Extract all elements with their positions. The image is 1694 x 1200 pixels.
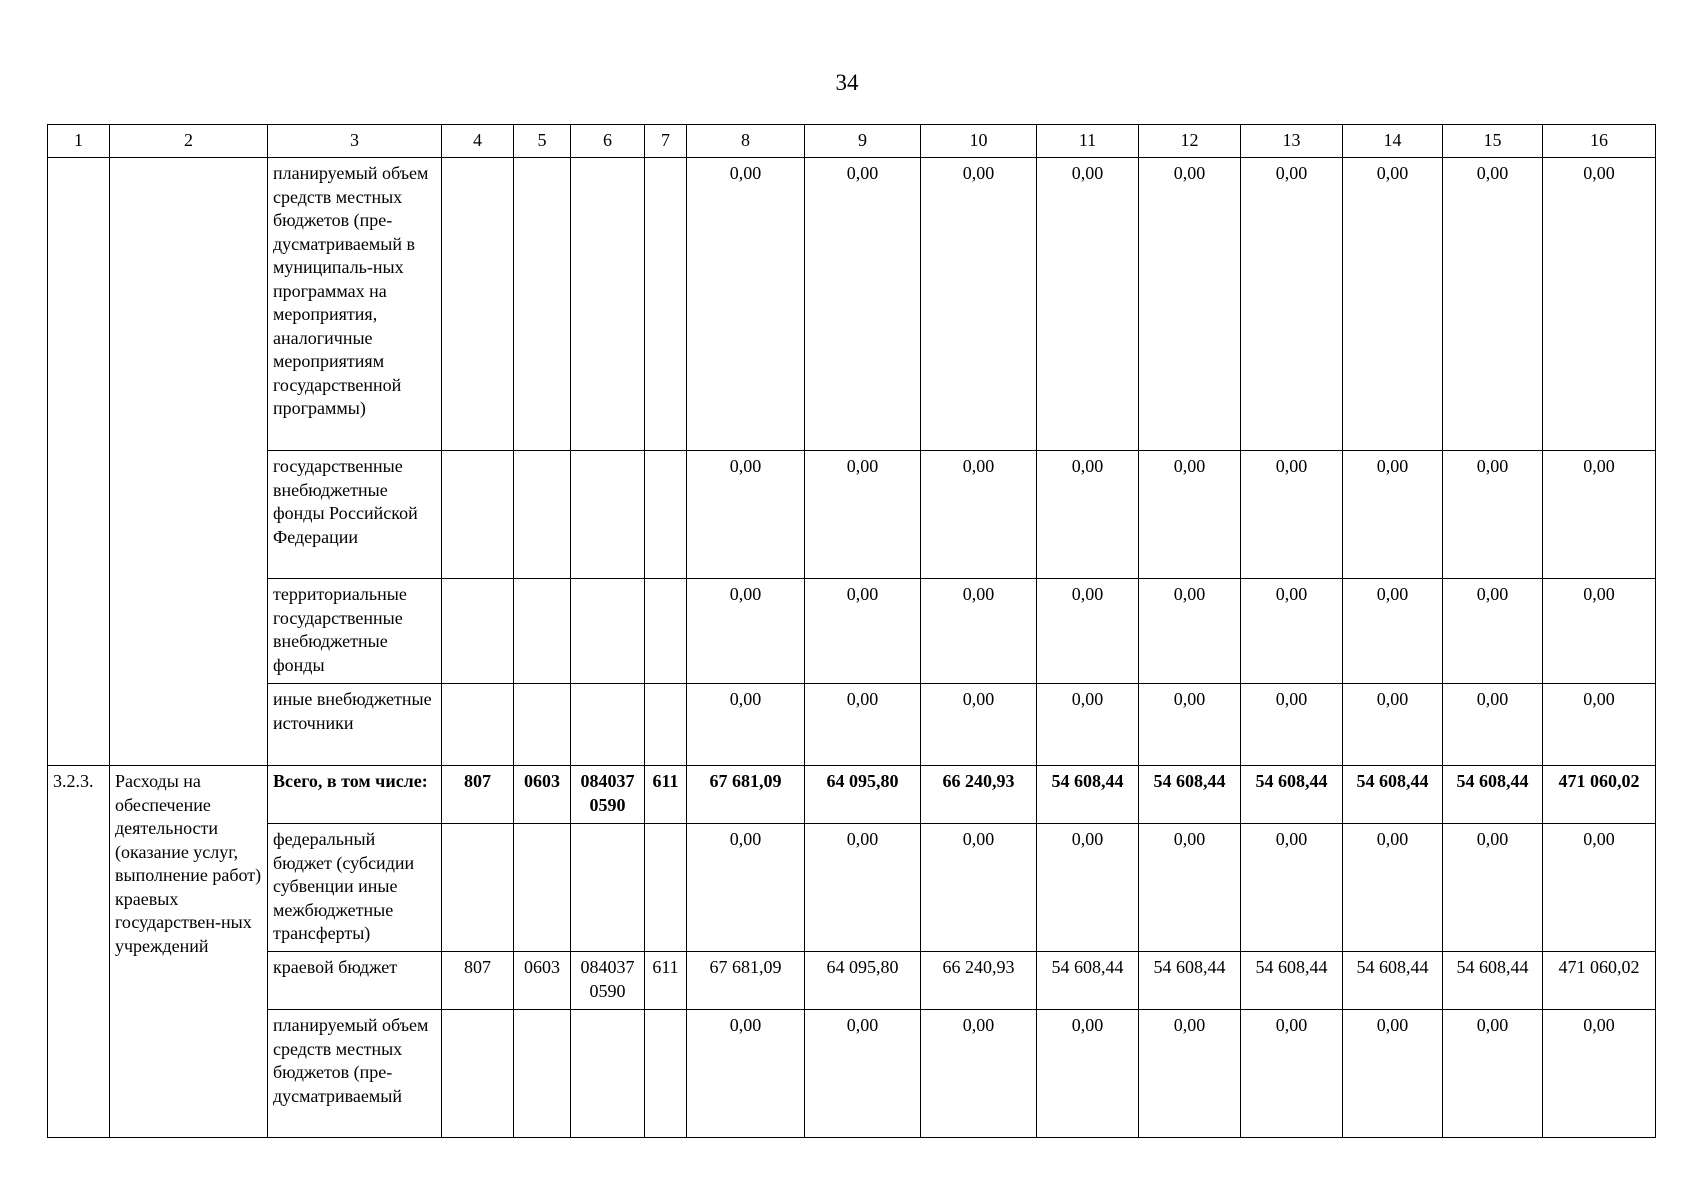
value-cell: 0,00 xyxy=(921,824,1037,952)
value-cell: 54 608,44 xyxy=(1139,952,1241,1010)
value-cell: 0,00 xyxy=(805,1010,921,1138)
value-cell: 0,00 xyxy=(687,579,805,684)
value-cell: 0,00 xyxy=(1037,158,1139,451)
column-header: 10 xyxy=(921,125,1037,158)
value-cell: 0,00 xyxy=(805,824,921,952)
value-cell: 54 608,44 xyxy=(1343,766,1443,824)
column-header: 12 xyxy=(1139,125,1241,158)
grbs-cell: 807 xyxy=(442,766,514,824)
value-cell: 0,00 xyxy=(1543,684,1656,766)
rzpr-cell xyxy=(514,684,571,766)
csr-cell xyxy=(571,579,645,684)
table-row xyxy=(48,451,1656,579)
value-cell: 0,00 xyxy=(1543,579,1656,684)
value-cell: 0,00 xyxy=(1139,684,1241,766)
value-cell: 0,00 xyxy=(1343,824,1443,952)
grbs-cell xyxy=(442,1010,514,1138)
value-cell: 0,00 xyxy=(921,451,1037,579)
value-cell: 64 095,80 xyxy=(805,766,921,824)
value-cell: 0,00 xyxy=(921,579,1037,684)
column-header: 1 xyxy=(48,125,110,158)
csr-cell xyxy=(571,158,645,451)
value-cell: 0,00 xyxy=(921,158,1037,451)
value-cell: 0,00 xyxy=(1443,451,1543,579)
value-cell: 0,00 xyxy=(1139,824,1241,952)
column-header: 9 xyxy=(805,125,921,158)
funding-source-cell: территориальные государственные внебюджетные фонды xyxy=(268,579,442,684)
rzpr-cell: 0603 xyxy=(514,952,571,1010)
item-number-cell xyxy=(48,158,110,766)
table-row xyxy=(48,158,1656,451)
value-cell: 0,00 xyxy=(1037,824,1139,952)
column-header: 7 xyxy=(645,125,687,158)
csr-cell xyxy=(571,824,645,952)
item-name-cell xyxy=(110,158,268,766)
column-header: 6 xyxy=(571,125,645,158)
value-cell: 0,00 xyxy=(1037,451,1139,579)
rzpr-cell: 0603 xyxy=(514,766,571,824)
csr-cell xyxy=(571,684,645,766)
column-header: 4 xyxy=(442,125,514,158)
rzpr-cell xyxy=(514,824,571,952)
value-cell: 54 608,44 xyxy=(1343,952,1443,1010)
vr-cell: 611 xyxy=(645,766,687,824)
value-cell: 54 608,44 xyxy=(1241,952,1343,1010)
value-cell: 0,00 xyxy=(1543,158,1656,451)
grbs-cell xyxy=(442,824,514,952)
value-cell: 0,00 xyxy=(1343,579,1443,684)
value-cell: 54 608,44 xyxy=(1139,766,1241,824)
value-cell: 0,00 xyxy=(1037,1010,1139,1138)
grbs-cell xyxy=(442,579,514,684)
value-cell: 0,00 xyxy=(1139,1010,1241,1138)
vr-cell xyxy=(645,824,687,952)
value-cell: 0,00 xyxy=(1139,451,1241,579)
column-header: 11 xyxy=(1037,125,1139,158)
column-header: 14 xyxy=(1343,125,1443,158)
value-cell: 54 608,44 xyxy=(1241,766,1343,824)
value-cell: 0,00 xyxy=(687,824,805,952)
value-cell: 64 095,80 xyxy=(805,952,921,1010)
value-cell: 0,00 xyxy=(1443,158,1543,451)
page-number: 34 xyxy=(835,70,859,95)
funding-source-cell: иные внебюджетные источники xyxy=(268,684,442,766)
vr-cell xyxy=(645,684,687,766)
value-cell: 0,00 xyxy=(805,451,921,579)
grbs-cell xyxy=(442,684,514,766)
column-header: 16 xyxy=(1543,125,1656,158)
value-cell: 0,00 xyxy=(1343,158,1443,451)
item-name-cell: Расходы на обеспечение деятельности (оказание услуг, выполнение работ) краевых государствен-ных учреждений xyxy=(110,766,268,1138)
value-cell: 0,00 xyxy=(1443,1010,1543,1138)
value-cell: 0,00 xyxy=(1241,158,1343,451)
grbs-cell xyxy=(442,451,514,579)
value-cell: 66 240,93 xyxy=(921,766,1037,824)
value-cell: 0,00 xyxy=(805,684,921,766)
funding-source-cell: планируемый объем средств местных бюджетов (пре-дусматриваемый в муниципаль-ных программах на мероприятия, аналогичные мероприятиям государственной программы) xyxy=(268,158,442,451)
table-header-row xyxy=(48,125,1656,158)
value-cell: 0,00 xyxy=(1543,1010,1656,1138)
rzpr-cell xyxy=(514,1010,571,1138)
column-header: 3 xyxy=(268,125,442,158)
item-number-cell: 3.2.3. xyxy=(48,766,110,1138)
table-row xyxy=(48,1010,1656,1138)
table-row xyxy=(48,952,1656,1010)
value-cell: 0,00 xyxy=(1443,579,1543,684)
table-row xyxy=(48,766,1656,824)
budget-table xyxy=(47,124,1656,1138)
table-row xyxy=(48,824,1656,952)
table-row xyxy=(48,684,1656,766)
column-header: 2 xyxy=(110,125,268,158)
funding-source-cell: краевой бюджет xyxy=(268,952,442,1010)
csr-cell: 084037 0590 xyxy=(571,766,645,824)
value-cell: 0,00 xyxy=(1037,579,1139,684)
value-cell: 0,00 xyxy=(1241,684,1343,766)
value-cell: 54 608,44 xyxy=(1037,766,1139,824)
value-cell: 0,00 xyxy=(1241,579,1343,684)
value-cell: 0,00 xyxy=(1343,684,1443,766)
vr-cell xyxy=(645,158,687,451)
value-cell: 471 060,02 xyxy=(1543,952,1656,1010)
value-cell: 54 608,44 xyxy=(1443,766,1543,824)
funding-source-cell: Всего, в том числе: xyxy=(268,766,442,824)
value-cell: 0,00 xyxy=(687,1010,805,1138)
value-cell: 67 681,09 xyxy=(687,766,805,824)
funding-source-cell: планируемый объем средств местных бюджетов (пре-дусматриваемый xyxy=(268,1010,442,1138)
table-row xyxy=(48,579,1656,684)
vr-cell: 611 xyxy=(645,952,687,1010)
value-cell: 0,00 xyxy=(687,451,805,579)
column-header: 5 xyxy=(514,125,571,158)
value-cell: 66 240,93 xyxy=(921,952,1037,1010)
value-cell: 0,00 xyxy=(1139,158,1241,451)
value-cell: 0,00 xyxy=(1443,684,1543,766)
rzpr-cell xyxy=(514,451,571,579)
value-cell: 0,00 xyxy=(1241,824,1343,952)
rzpr-cell xyxy=(514,158,571,451)
value-cell: 54 608,44 xyxy=(1443,952,1543,1010)
value-cell: 0,00 xyxy=(687,684,805,766)
value-cell: 0,00 xyxy=(1343,451,1443,579)
column-header: 15 xyxy=(1443,125,1543,158)
csr-cell xyxy=(571,451,645,579)
funding-source-cell: государственные внебюджетные фонды Российской Федерации xyxy=(268,451,442,579)
value-cell: 67 681,09 xyxy=(687,952,805,1010)
vr-cell xyxy=(645,579,687,684)
value-cell: 0,00 xyxy=(1241,1010,1343,1138)
value-cell: 54 608,44 xyxy=(1037,952,1139,1010)
value-cell: 0,00 xyxy=(1343,1010,1443,1138)
rzpr-cell xyxy=(514,579,571,684)
value-cell: 0,00 xyxy=(1241,451,1343,579)
vr-cell xyxy=(645,451,687,579)
value-cell: 0,00 xyxy=(1543,824,1656,952)
value-cell: 0,00 xyxy=(1543,451,1656,579)
column-header: 8 xyxy=(687,125,805,158)
value-cell: 0,00 xyxy=(1037,684,1139,766)
grbs-cell xyxy=(442,158,514,451)
value-cell: 0,00 xyxy=(1139,579,1241,684)
value-cell: 0,00 xyxy=(921,1010,1037,1138)
value-cell: 471 060,02 xyxy=(1543,766,1656,824)
vr-cell xyxy=(645,1010,687,1138)
value-cell: 0,00 xyxy=(1443,824,1543,952)
value-cell: 0,00 xyxy=(687,158,805,451)
funding-source-cell: федеральный бюджет (субсидии субвенции иные межбюджетные трансферты) xyxy=(268,824,442,952)
column-header: 13 xyxy=(1241,125,1343,158)
csr-cell xyxy=(571,1010,645,1138)
value-cell: 0,00 xyxy=(805,579,921,684)
value-cell: 0,00 xyxy=(921,684,1037,766)
grbs-cell: 807 xyxy=(442,952,514,1010)
csr-cell: 084037 0590 xyxy=(571,952,645,1010)
value-cell: 0,00 xyxy=(805,158,921,451)
